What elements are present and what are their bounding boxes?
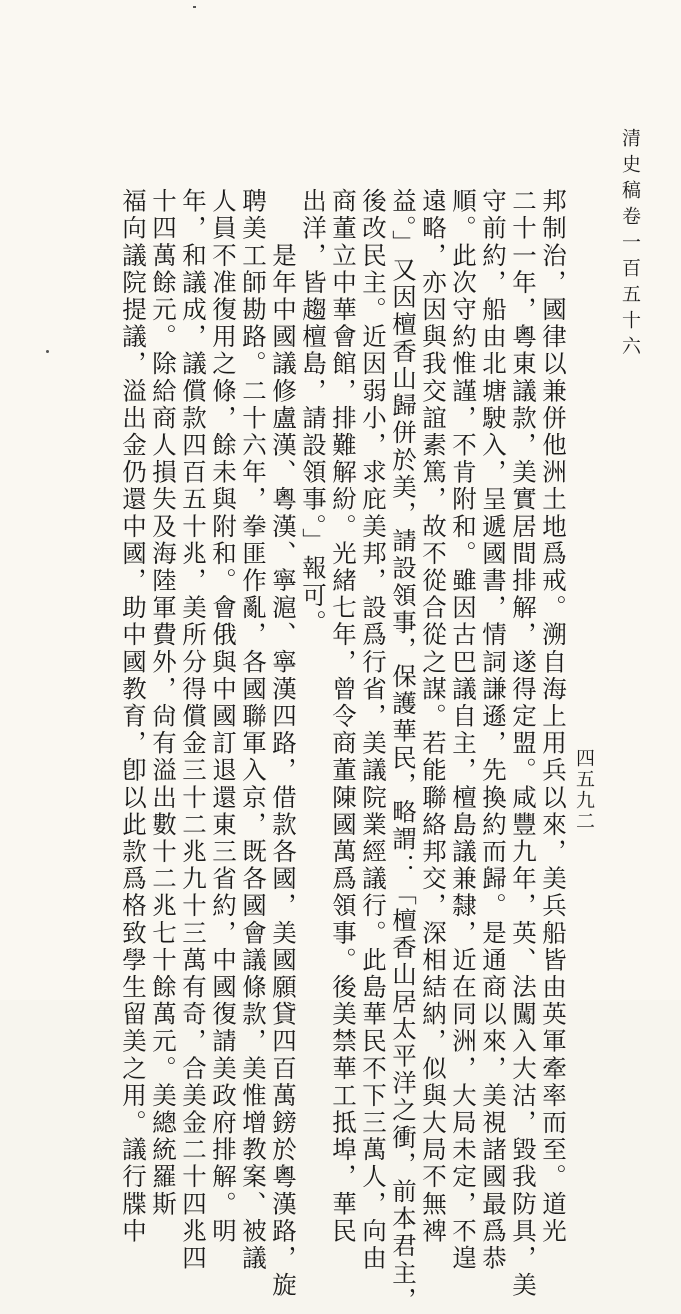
text-column: 商董立中華會館，排難解紛。光緒七年，曾令商董陳國萬爲領事。後美禁華工抵埠，華民 [329,188,358,1245]
text-column: 年，和議成，議償款四百五十兆，美所分得償金三十二兆九十三萬有奇，合美金二十四兆四 [179,188,208,1272]
text-column: 是年中國議修盧漢、粵漢、寧滬、寧漢四路，借款各國，美國願貸四百萬鎊於粵漢路，旋 [269,188,298,1300]
scan-speck [193,6,196,8]
text-column: 順。此次守約惟謹，不肯附和。雖因古巴議自主，檀島議兼隸，近在同洲，大局未定，不遑 [449,188,478,1272]
text-column: 益。」又因檀香山歸併於美，請設領事，保護華民，略謂：「檀香山居太平洋之衝，前本君主， [389,188,418,1314]
text-column: 人員不准復用之條，餘未與附和。會俄與中國訂退還東三省約，中國復請美政府排解。明 [209,188,238,1245]
scan-speck [46,350,49,353]
text-column: 遠略，亦因與我交誼素篤，故不從合從之謀。若能聯絡邦交，深相結納，似與大局不無裨 [419,188,448,1245]
text-column: 邦制治，國律以兼併他洲土地爲戒。溯自海上用兵以來，美兵船皆由英軍牽率而至。道光 [539,188,568,1245]
running-title: 清史稿卷一百五十六 [619,128,641,362]
main-text [119,188,568,1314]
text-column: 守前約，船由北塘駛入，呈遞國書，情詞謙遜，先換約而歸。是通商以來，美視諸國最爲恭 [479,188,508,1272]
text-column: 福向議院提議，溢出金仍還中國，助中國教育，卽以此款爲格致學生留美之用。議行牒中 [119,188,148,1245]
text-column: 出洋，皆趨檀島，請設領事。」報可。 [299,188,328,637]
text-column: 十四萬餘元。除給商人損失及海陸軍費外，尙有溢出數十二兆七十餘萬元。美總統羅斯 [149,188,178,1218]
page-number: 四五九二 [573,748,595,832]
text-column: 後改民主。近因弱小，求庇美邦，設爲行省，美議院業經議行。此島華民不下三萬人，向由 [359,188,388,1272]
text-column: 聘美工師勘路。二十六年，拳匪作亂，各國聯軍入京，既各國會議條款，美惟增教案、被議 [239,188,268,1272]
text-column: 二十一年，粵東議款，美實居間排解，遂得定盟。咸豐九年，英、法闖入大沽，毀我防具，美 [509,188,538,1300]
